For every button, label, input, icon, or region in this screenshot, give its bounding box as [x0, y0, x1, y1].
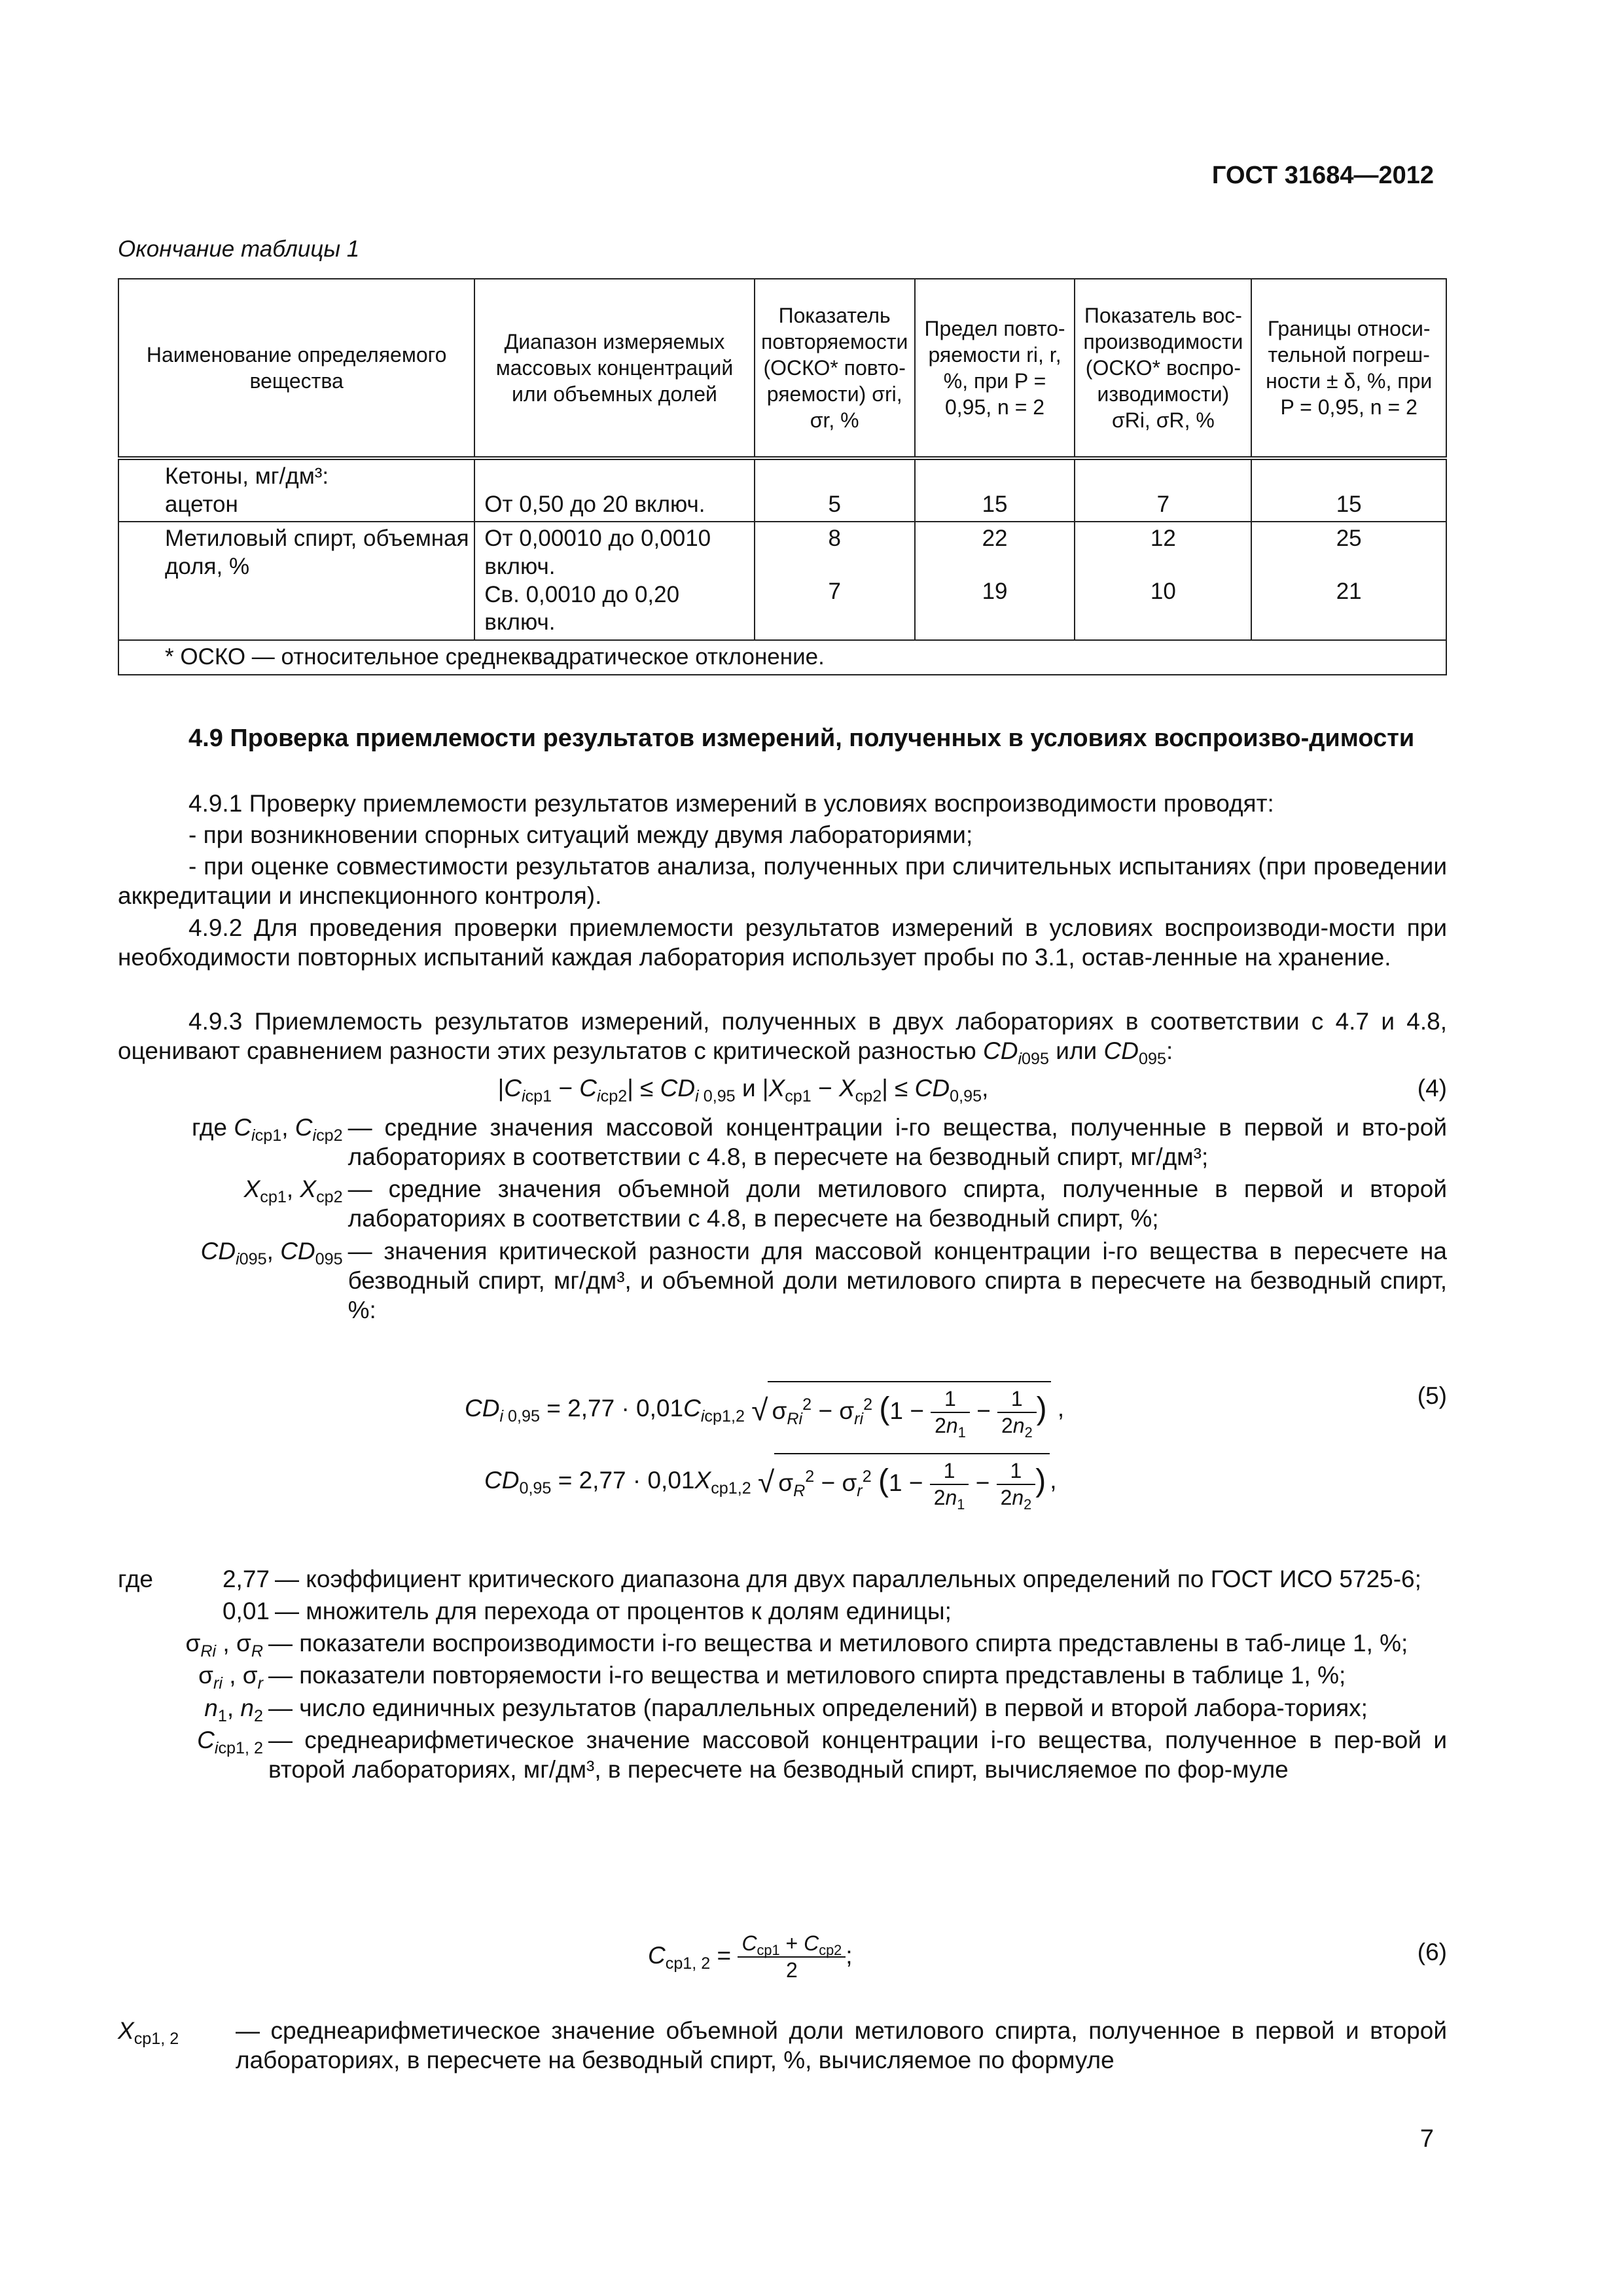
definition-symbol: $C_{iср1, 2}$ — [197, 1726, 263, 1757]
fraction: $\frac{1}{2n_2}$ — [997, 1458, 1036, 1511]
equation-number: (6) — [1417, 1939, 1447, 1965]
definition-text: — среднеарифметическое значение объемной доли метилового спирта, полученное в первой и второй лабораториях, в пересчете на безводный спирт, %, вычисляемое по формуле — [236, 2017, 1447, 2074]
definition — [118, 1693, 1447, 1723]
equation-number: (5) — [1417, 1382, 1447, 1409]
definition-symbol: $n_1$, $n_2$ — [204, 1694, 263, 1725]
value-b: 19 — [982, 579, 1008, 605]
paragraph-4-9-1: 4.9.1 Проверку приемлемости результатов измерений в условиях воспроизводимости проводят: — [188, 790, 1274, 817]
value-a: 12 — [1150, 526, 1176, 552]
definition — [118, 1564, 1447, 1594]
definition-text: — коэффициент критического диапазона для двух параллельных определений по ГОСТ ИСО 5725-6; — [275, 1566, 1421, 1592]
table-caption: Окончание таблицы 1 — [118, 236, 360, 262]
row-sR: 7 — [1075, 458, 1251, 522]
definition — [118, 1596, 1447, 1626]
footnote-row — [118, 640, 1446, 675]
row-substance: Метиловый спирт, объемная доля, % — [118, 522, 474, 640]
header-repeatability-index: Показатель повторяемости (ОСКО* повто-ряемости) σri, σr, % — [755, 279, 915, 458]
definition — [118, 2016, 1447, 2075]
row-r — [915, 522, 1075, 640]
definitions-3 — [118, 2016, 1447, 2075]
substance-name: ацетон — [165, 491, 238, 517]
section-heading — [118, 723, 1447, 753]
definition-text: — число единичных результатов (параллельных определений) в первой и второй лабора-ториях; — [268, 1694, 1368, 1721]
row-range: От 0,50 до 20 включ. — [474, 458, 754, 522]
section-title: Проверка приемлемости результатов измерений, полученных в условиях воспроизво-димости — [230, 725, 1415, 752]
definition-symbol: $X_{ср1, 2}$ — [118, 2017, 179, 2049]
value-b: 10 — [1150, 579, 1176, 605]
row-range — [474, 522, 754, 640]
value-a: 22 — [982, 526, 1008, 552]
bullet-2: - при оценке совместимости результатов анализа, полученных при сличительных испытаниях (при проведении аккредитации и инспекционного контроля). — [118, 853, 1447, 910]
fraction: $\frac{1}{2n_1}$ — [931, 1386, 970, 1439]
equation-5-line-2: $CD_{0,95} = 2,77 \cdot 0,01X_{ср1,2}$ √ $\sigma_R^2 - \sigma_r^2$ (1 − $\frac{1}{2n_1}$ − $\frac{1}{2n_2}$ ) , — [484, 1453, 1057, 1511]
radicand: $\sigma_{Ri}^2 - \sigma_{ri}^2$ (1 − $\frac{1}{2n_1}$ − $\frac{1}{2n_2}$ ) — [768, 1381, 1050, 1439]
range-a: От 0,00010 до 0,0010 включ. — [484, 526, 711, 580]
definition — [118, 1725, 1447, 1784]
definition — [118, 1174, 1447, 1233]
value-b: 7 — [828, 579, 841, 605]
fraction: $\frac{1}{2n_1}$ — [930, 1458, 969, 1511]
definition — [118, 1113, 1447, 1172]
definition-text: — показатели повторяемости i-го вещества и метилового спирта представлены в таблице 1, %; — [268, 1662, 1346, 1689]
paragraph-4-9-3: 4.9.3 Приемлемость результатов измерений, полученных в двух лабораториях в соответствии с 4.7 и 4.8, оценивают сравнением разности этих результатов с критической разностью $CD_{i095}$ или $CD_{095}$: — [118, 1008, 1447, 1069]
definition-symbol: где $C_{iср1}$, $C_{iср2}$ — [192, 1114, 343, 1145]
equation-5-line-1: $CD_{i 0,95} = 2,77 \cdot 0,01C_{iср1,2}$ √ $\sigma_{Ri}^2 - \sigma_{ri}^2$ (1 − $\frac{1}{2n_1}$ − $\frac{1}{2n_2}$ ) , — [465, 1381, 1064, 1439]
definition-text: — множитель для перехода от процентов к долям единицы; — [275, 1598, 952, 1625]
definition-text: — среднеарифметическое значение массовой концентрации i-го вещества, полученное в пер-вой и второй лабораториях, мг/дм³, в пересчете на безводный спирт, вычисляемое по фор-муле — [268, 1726, 1447, 1783]
row-sr: 5 — [755, 458, 915, 522]
header-substance: Наименование определяемого вещества — [118, 279, 474, 458]
paragraph-4-9-3-text: 4.9.3 Приемлемость результатов измерений, полученных в двух лабораториях в соответствии с 4.7 и 4.8, оценивают сравнением разности этих результатов с критической разностью — [118, 1008, 1447, 1065]
definition — [118, 1628, 1447, 1661]
radicand: $\sigma_R^2 - \sigma_r^2$ (1 − $\frac{1}{2n_1}$ − $\frac{1}{2n_2}$ ) — [774, 1453, 1050, 1511]
definition-text: — значения критической разности для массовой концентрации i-го вещества в пересчете на безводный спирт, мг/дм³, и объемной доли метилового спирта в пересчете на безводный спирт, %: — [348, 1237, 1447, 1323]
value-a: 25 — [1336, 526, 1362, 552]
range-b: Св. 0,0010 до 0,20 включ. — [484, 581, 680, 636]
bullet-1: - при возникновении спорных ситуаций между двумя лабораториями; — [188, 821, 973, 848]
section-number: 4.9 — [188, 725, 223, 752]
definition-symbol: где 2,77 — [118, 1566, 270, 1592]
definition-symbol: $\sigma_{ri}$ , $\sigma_r$ — [198, 1662, 263, 1693]
table-row — [118, 458, 1446, 522]
definition-symbol: $X_{ср1}$, $X_{ср2}$ — [243, 1175, 343, 1207]
equation-4-body: $|C_{iср1} - C_{iср2}| \le CD_{i 0,95}$ и $|X_{ср1} - X_{ср2}| \le CD_{0,95}$, — [497, 1075, 989, 1106]
definition-text: — средние значения объемной доли метилового спирта, полученные в первой и второй лабораториях в соответствии с 4.8, в пересчете на безводный спирт, %; — [348, 1175, 1447, 1232]
definition-symbol: $\sigma_{Ri}$ , $\sigma_R$ — [185, 1630, 263, 1661]
standard-code: ГОСТ 31684—2012 — [1211, 162, 1434, 189]
header-reproducibility-index: Показатель вос-производимости (ОСКО* воспро-изводимости) σRi, σR, % — [1075, 279, 1251, 458]
definitions-2 — [118, 1564, 1447, 1784]
table-1 — [118, 278, 1447, 675]
row-delta — [1251, 522, 1446, 640]
header-range: Диапазон измеряемых массовых концентраций или объемных долей — [474, 279, 754, 458]
definition — [118, 1660, 1447, 1693]
fraction: $\frac{C_{ср1} + C_{ср2}}{2}$ — [738, 1931, 846, 1983]
table-footnote: * ОСКО — относительное среднеквадратическое отклонение. — [118, 640, 1446, 675]
header-repeatability-limit: Предел повто-ряемости ri, r, %, при P = 0,95, n = 2 — [915, 279, 1075, 458]
table-row — [118, 522, 1446, 640]
definition — [118, 1236, 1447, 1325]
row-sR — [1075, 522, 1251, 640]
header-error-bounds: Границы относи-тельной погреш-ности ± δ, %, при P = 0,95, n = 2 — [1251, 279, 1446, 458]
definitions-1 — [118, 1113, 1447, 1325]
substance-group: Кетоны, мг/дм³: — [165, 463, 329, 489]
row-sr — [755, 522, 915, 640]
equation-6-body: $C_{ср1, 2}$ = $\frac{C_{ср1} + C_{ср2}}{2}$ ; — [648, 1931, 853, 1983]
definition-symbol: 0,01 — [222, 1598, 270, 1625]
definition-text: — показатели воспроизводимости i-го вещества и метилового спирта представлены в таб-лице 1, %; — [268, 1630, 1408, 1657]
definition-text: — средние значения массовой концентрации i-го вещества, полученные в первой и вто-рой лабораториях в соответствии с 4.8, в пересчете на безводный спирт, мг/дм³; — [348, 1114, 1447, 1171]
value-a: 8 — [828, 526, 841, 552]
equation-number: (4) — [1417, 1075, 1447, 1102]
definition-symbol: $CD_{i095}$, $CD_{095}$ — [200, 1237, 343, 1268]
paragraph-4-9-2: 4.9.2 Для проведения проверки приемлемости результатов измерений в условиях воспроизводи-мости при необходимости повторных испытаний каждая лаборатория использует пробы по 3.1, остав-ленные на хранение. — [118, 914, 1447, 971]
fraction: $\frac{1}{2n_2}$ — [997, 1386, 1037, 1439]
table-header-row — [118, 279, 1446, 458]
row-r: 15 — [915, 458, 1075, 522]
row-substance — [118, 458, 474, 522]
row-delta: 15 — [1251, 458, 1446, 522]
value-b: 21 — [1336, 579, 1362, 605]
equation-4 — [118, 1073, 1447, 1106]
page-number: 7 — [1419, 2125, 1434, 2153]
